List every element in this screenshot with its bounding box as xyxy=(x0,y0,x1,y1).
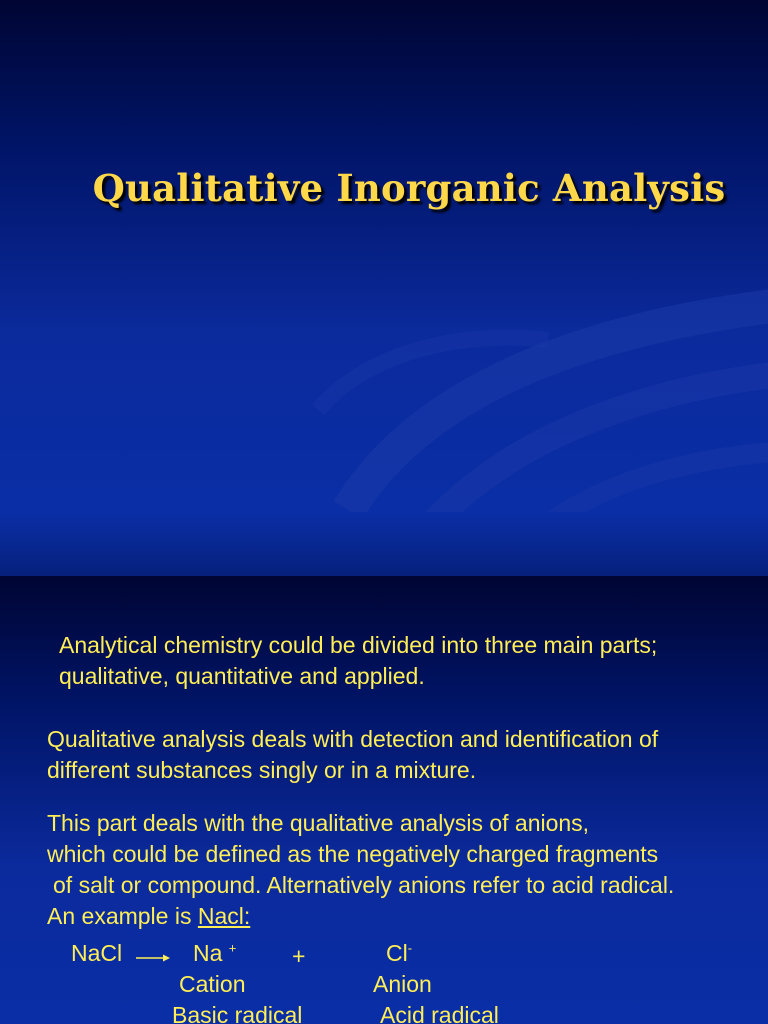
paragraph-intro xyxy=(59,630,657,692)
acid-radical-label: Acid radical xyxy=(380,1002,499,1024)
anion-label: Anion xyxy=(373,971,432,997)
example-prefix: An example is xyxy=(47,903,198,929)
paragraph-anions-line-3: of salt or compound. Alternatively anions refer to acid radical. xyxy=(53,872,675,898)
equation-plus: + xyxy=(292,943,306,969)
cation-label: Cation xyxy=(179,971,246,997)
slide-separator xyxy=(0,512,768,576)
paragraph-intro-line-2: qualitative, quantitative and applied. xyxy=(59,663,425,689)
cation-symbol: Na xyxy=(193,940,223,966)
anion-symbol: Cl xyxy=(386,940,408,966)
basic-radical-label: Basic radical xyxy=(172,1002,303,1024)
background-swoosh-decoration xyxy=(308,260,768,512)
anion-charge: - xyxy=(407,940,413,956)
paragraph-anions-line-2: which could be defined as the negatively charged fragments xyxy=(47,841,659,867)
paragraph-anions-line-1: This part deals with the qualitative analysis of anions, xyxy=(47,810,590,836)
reaction-arrow-icon xyxy=(136,953,170,963)
equation-reactant: NaCl xyxy=(71,940,123,966)
paragraph-anions xyxy=(47,808,674,932)
example-link[interactable]: Nacl: xyxy=(197,903,251,929)
paragraph-qualitative-line-1: Qualitative analysis deals with detection and identification of xyxy=(47,726,659,752)
cation-charge: + xyxy=(228,940,237,956)
slide-title: Qualitative Inorganic Analysis xyxy=(92,166,726,210)
paragraph-qualitative xyxy=(47,724,658,786)
equation-anion xyxy=(386,940,412,967)
paragraph-anions-line-4 xyxy=(47,901,674,932)
paragraph-qualitative-line-2: different substances singly or in a mixture. xyxy=(47,757,477,783)
equation-cation xyxy=(193,940,236,967)
paragraph-intro-line-1: Analytical chemistry could be divided into three main parts; xyxy=(59,632,658,658)
